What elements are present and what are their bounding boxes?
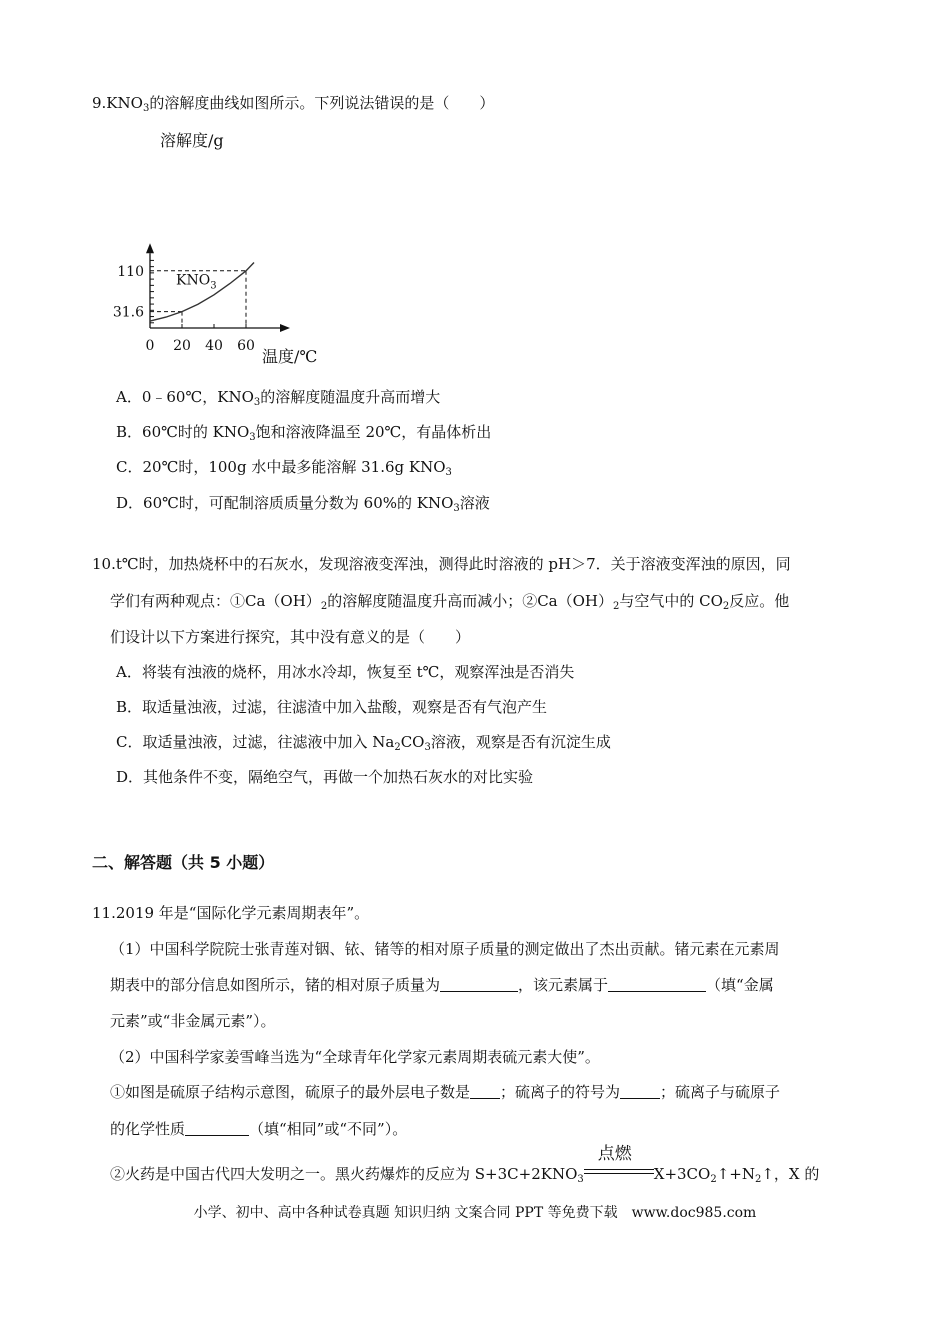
q11-part1-line2: 期表中的部分信息如图所示，锗的相对原子质量为 ，该元素属于 （填“金属 xyxy=(110,976,774,994)
q11-part2-line2: ①如图是硫原子结构示意图，硫原子的最外层电子数是 ；硫离子的符号为 ；硫离子与硫原子 xyxy=(110,1083,781,1101)
section-title: 二、解答题（共 5 小题） xyxy=(92,853,275,872)
q10-option-b: B．取适量浊液，过滤，往滤渣中加入盐酸，观察是否有气泡产生 xyxy=(116,698,548,716)
x-axis-title: 温度/℃ xyxy=(262,347,318,366)
answer-blank xyxy=(470,1083,500,1099)
solubility-chart xyxy=(106,128,346,374)
chart-axes xyxy=(146,243,290,332)
q10-option-c: C．取适量浊液，过滤，往滤液中加入 $Na_2CO_3$溶液，观察是否有沉淀生成 xyxy=(116,733,611,753)
y-tick-label: 110 xyxy=(117,263,144,280)
x-axis-arrow xyxy=(280,324,290,332)
q11-part2-line3: 的化学性质 （填“相同”或“不同”）。 xyxy=(110,1120,408,1138)
q11-part2-line4: ②火药是中国古代四大发明之一。黑火药爆炸的反应为 $S+3C+2KNO_3$ 点燃 $X+3CO_2↑+N_2↑$，X 的 xyxy=(110,1144,820,1185)
q10-stem-line2: 学们有两种观点：$①Ca(OH)_2$的溶解度随温度升高而减小；$②Ca(OH)_2$与空气中的 $CO_2$反应。他 xyxy=(110,592,790,612)
q10-stem-line1: 10.t℃时，加热烧杯中的石灰水，发现溶液变浑浊，测得此时溶液的 pH＞7．关于溶液变浑浊的原因，同 xyxy=(92,555,791,573)
q9-option-c: C．20℃时，100g 水中最多能溶解 31.6g $KNO_3$ xyxy=(116,458,452,478)
x-tick-label: 20 xyxy=(173,338,191,354)
chart-labels xyxy=(113,131,317,366)
q10-stem-line3: 们设计以下方案进行探究，其中没有意义的是（ ） xyxy=(110,628,471,646)
q11-part2-line1: （2）中国科学家姜雪峰当选为“全球青年化学家元素周期表硫元素大使”。 xyxy=(110,1048,600,1066)
q11-part1-line1: （1）中国科学院院士张青莲对铟、铱、锗等的相对原子质量的测定做出了杰出贡献。锗元素在元素周 xyxy=(110,940,780,958)
q10-option-d: D．其他条件不变，隔绝空气，再做一个加热石灰水的对比实验 xyxy=(116,768,534,786)
page-footer: 小学、初中、高中各种试卷真题 知识归纳 文案合同 PPT 等免费下载 www.doc985.com xyxy=(193,1205,757,1221)
q10-option-a: A．将装有浊液的烧杯，用冰水冷却，恢复至 t℃，观察浑浊是否消失 xyxy=(116,663,575,681)
x-tick-label: 0 xyxy=(145,338,155,354)
ignite-condition-arrow: 点燃 xyxy=(584,1163,654,1185)
x-tick-label: 40 xyxy=(205,338,223,354)
answer-blank xyxy=(620,1083,660,1099)
answer-blank xyxy=(608,976,706,992)
q9-option-d: D．60℃时，可配制溶质质量分数为 60%的 $KNO_3$溶液 xyxy=(116,494,490,514)
q9-option-b: B．60℃时的 $KNO_3$饱和溶液降温至 20℃，有晶体析出 xyxy=(116,423,492,443)
answer-blank xyxy=(185,1120,249,1136)
x-tick-label: 60 xyxy=(237,338,255,354)
y-axis-arrow xyxy=(146,243,154,253)
q11-stem: 11.2019 年是“国际化学元素周期表年”。 xyxy=(92,904,370,922)
answer-blank xyxy=(440,976,518,992)
curve-label: $KNO_3$ xyxy=(176,272,217,292)
q9-option-a: A．0﹣60℃，$KNO_3$的溶解度随温度升高而增大 xyxy=(116,388,441,408)
y-axis-title: 溶解度/g xyxy=(160,131,224,150)
q9-stem: $9.KNO_3$的溶解度曲线如图所示。下列说法错误的是（ ） xyxy=(92,94,495,114)
y-tick-label: 31.6 xyxy=(112,304,144,321)
q11-part1-line3: 元素”或“非金属元素”）。 xyxy=(110,1012,276,1030)
